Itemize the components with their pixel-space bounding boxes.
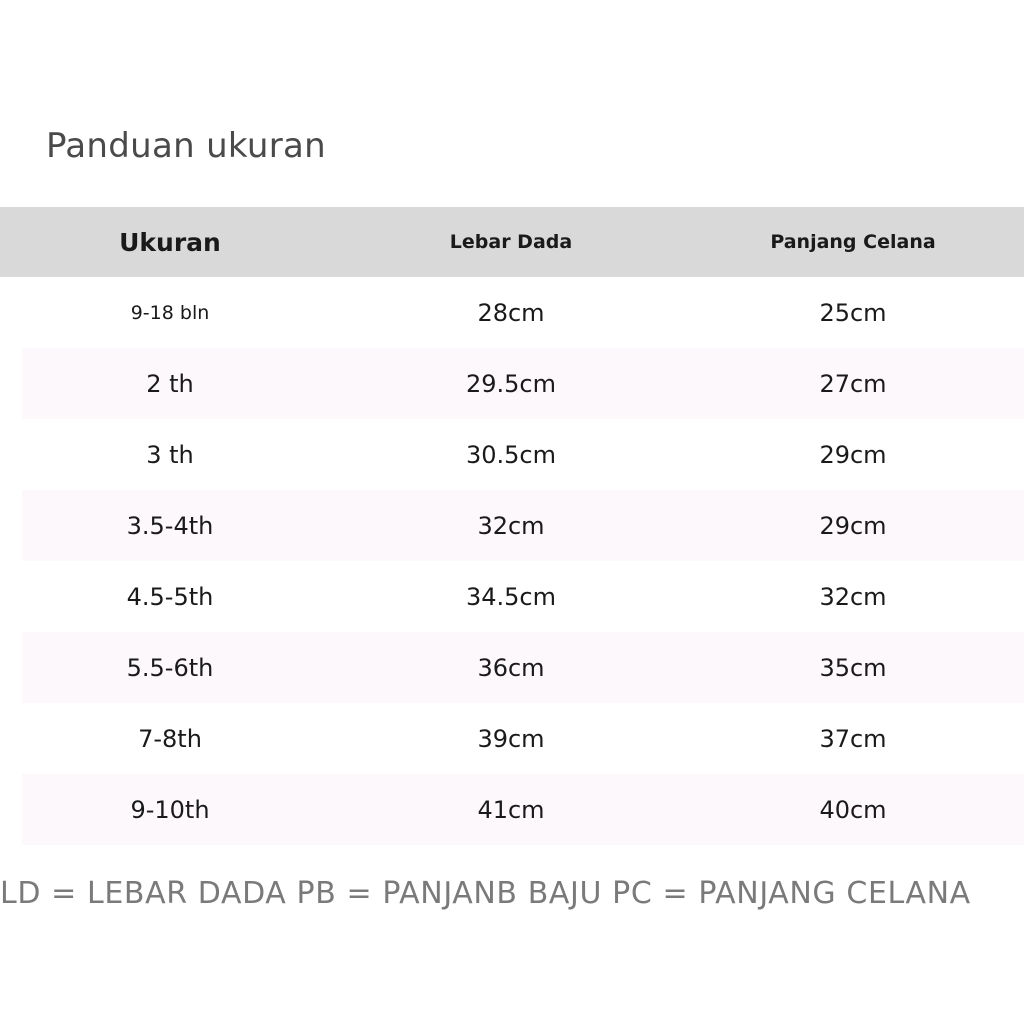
abbreviation-legend: LD = LEBAR DADA PB = PANJANB BAJU PC = PANJANG CELANA — [0, 876, 971, 911]
table-row — [0, 348, 1024, 419]
cell-size: 3 th — [146, 440, 194, 469]
cell-lebar-dada: 36cm — [340, 632, 682, 703]
cell-size: 3.5-4th — [0, 490, 340, 561]
table-header-row — [0, 207, 1024, 277]
table-row — [0, 632, 1024, 703]
cell-panjang-celana: 35cm — [682, 632, 1024, 703]
cell-size: 9-18 bln — [130, 301, 210, 324]
cell-size: 9-10th — [0, 774, 340, 845]
cell-lebar-dada: 39cm — [477, 724, 545, 753]
cell-size: 2 th — [0, 348, 340, 419]
cell-panjang-celana: 40cm — [682, 774, 1024, 845]
table-row — [0, 490, 1024, 561]
table-row — [0, 703, 1024, 774]
cell-lebar-dada: 28cm — [477, 298, 545, 327]
size-table — [0, 207, 1024, 845]
header-lebar-dada: Lebar Dada — [340, 207, 682, 277]
cell-panjang-celana: 29cm — [682, 490, 1024, 561]
page-title: Panduan ukuran — [46, 126, 326, 166]
table-row — [0, 277, 1024, 348]
cell-panjang-celana: 37cm — [819, 724, 887, 753]
cell-panjang-celana: 25cm — [819, 298, 887, 327]
table-row — [0, 774, 1024, 845]
header-ukuran: Ukuran — [0, 207, 340, 277]
cell-lebar-dada: 32cm — [340, 490, 682, 561]
cell-panjang-celana: 29cm — [819, 440, 887, 469]
cell-size: 5.5-6th — [0, 632, 340, 703]
cell-lebar-dada: 34.5cm — [465, 582, 556, 611]
header-panjang-celana: Panjang Celana — [682, 207, 1024, 277]
cell-panjang-celana: 27cm — [682, 348, 1024, 419]
cell-lebar-dada: 41cm — [340, 774, 682, 845]
table-row — [0, 419, 1024, 490]
cell-lebar-dada: 29.5cm — [340, 348, 682, 419]
cell-size: 7-8th — [138, 724, 202, 753]
cell-panjang-celana: 32cm — [819, 582, 887, 611]
cell-size: 4.5-5th — [126, 582, 214, 611]
cell-lebar-dada: 30.5cm — [465, 440, 556, 469]
table-row — [0, 561, 1024, 632]
